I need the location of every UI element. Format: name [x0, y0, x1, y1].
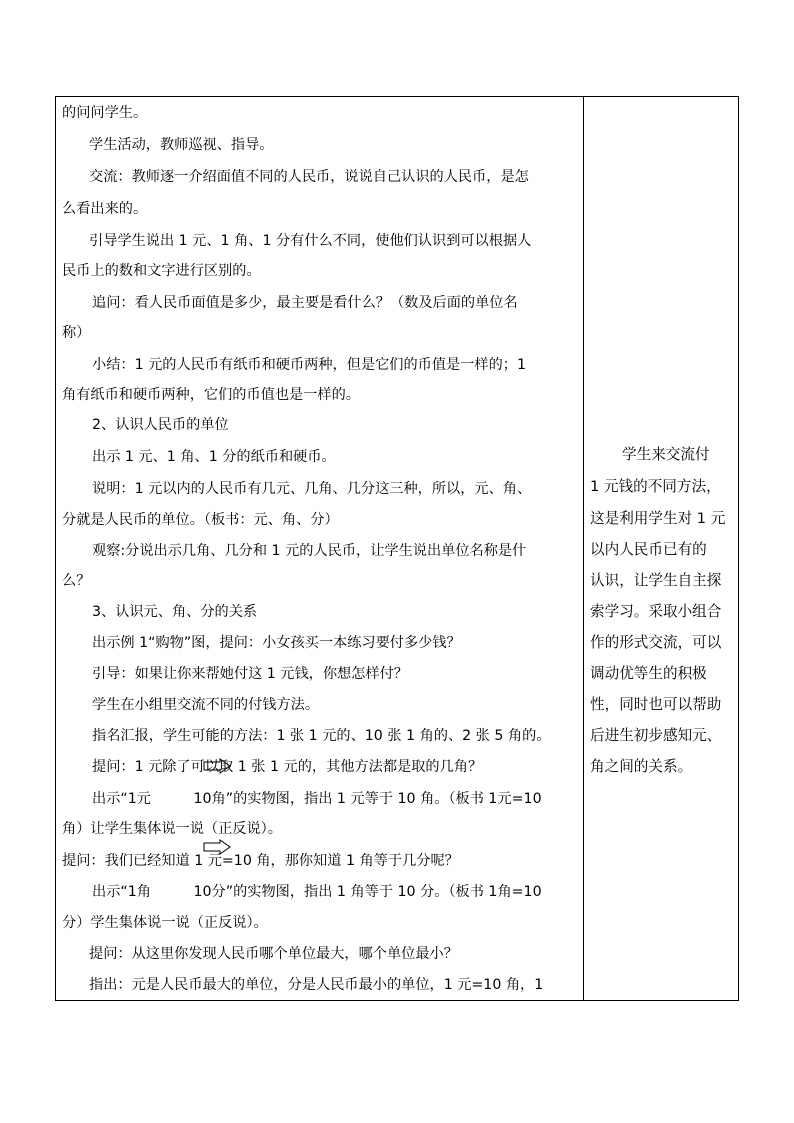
text-line: 出示例 1“购物”图，提问：小女孩买一本练习要付多少钱？	[92, 635, 461, 651]
text-line: 的问问学生。	[62, 105, 148, 121]
note-line: 这是利用学生对 1 元	[590, 510, 726, 527]
text-line: 角）让学生集体说一说（正反说）。	[62, 821, 282, 837]
right-arrow-icon	[203, 758, 231, 774]
note-line: 后进生初步感知元、	[590, 727, 722, 744]
lesson-plan-table	[55, 96, 739, 1001]
note-line: 学生来交流付	[622, 446, 710, 463]
section-heading: 2、认识人民币的单位	[92, 417, 229, 433]
text-line: 小结：1 元的人民币有纸币和硬币两种，但是它们的币值是一样的；1	[92, 357, 527, 373]
text-line: 指出：元是人民币最大的单位，分是人民币最小的单位，1 元=10 角，1	[89, 977, 544, 993]
note-line: 性，同时也可以帮助	[590, 696, 722, 713]
text-line: 出示“1角 10分”的实物图，指出 1 角等于 10 分。（板书 1角=10	[92, 884, 542, 900]
note-line: 角之间的关系。	[590, 758, 693, 775]
note-line: 索学习。采取小组合	[590, 603, 722, 620]
text-line: 交流：教师逐一介绍面值不同的人民币，说说自己认识的人民币，是怎	[89, 169, 529, 185]
text-line: 么看出来的。	[62, 201, 148, 217]
column-divider	[583, 97, 584, 1000]
text-line: 分就是人民币的单位。（板书：元、角、分）	[62, 512, 339, 528]
text-line: 民币上的数和文字进行区别的。	[62, 263, 261, 279]
text-line: 学生活动，教师巡视、指导。	[89, 137, 274, 153]
right-arrow-icon	[203, 839, 231, 855]
text-line: 出示 1 元、1 角、1 分的纸币和硬币。	[92, 449, 336, 465]
text-line: 角有纸币和硬币两种，它们的币值也是一样的。	[62, 387, 360, 403]
text-line: 分）学生集体说一说（正反说）。	[62, 915, 268, 931]
text-line: 提问：从这里你发现人民币哪个单位最大，哪个单位最小？	[89, 946, 458, 962]
text-line: 学生在小组里交流不同的付钱方法。	[92, 697, 320, 713]
note-line: 作的形式交流，可以	[590, 634, 722, 651]
text-line: 引导学生说出 1 元、1 角、1 分有什么不同，使他们认识到可以根据人	[89, 233, 532, 249]
note-line: 以内人民币已有的	[590, 541, 707, 558]
text-line: 说明：1 元以内的人民币有几元、几角、几分这三种，所以，元、角、	[92, 481, 532, 497]
text-line: 出示“1元 10角”的实物图，指出 1 元等于 10 角。（板书 1元=10	[92, 791, 542, 807]
note-line: 认识，让学生自主探	[590, 572, 722, 589]
note-line: 1 元钱的不同方法，	[590, 478, 721, 495]
text-line: 观察:分说出示几角、几分和 1 元的人民币，让学生说出单位名称是什	[92, 543, 527, 559]
text-line: 提问：我们已经知道 1 元=10 角，那你知道 1 角等于几分呢？	[62, 853, 459, 869]
note-line: 调动优等生的积极	[590, 665, 707, 682]
text-line: 追问：看人民币面值是多少，最主要是看什么？（数及后面的单位名	[92, 295, 518, 311]
text-line: 称）	[62, 325, 91, 341]
section-heading: 3、认识元、角、分的关系	[92, 604, 258, 620]
text-line: 指名汇报，学生可能的方法：1 张 1 元的、10 张 1 角的、2 张 5 角的。	[92, 728, 551, 744]
text-line: 提问：1 元除了可以取 1 张 1 元的，其他方法都是取的几角？	[92, 759, 483, 775]
text-line: 么？	[62, 573, 91, 589]
text-line: 引导：如果让你来帮她付这 1 元钱，你想怎样付？	[92, 666, 408, 682]
